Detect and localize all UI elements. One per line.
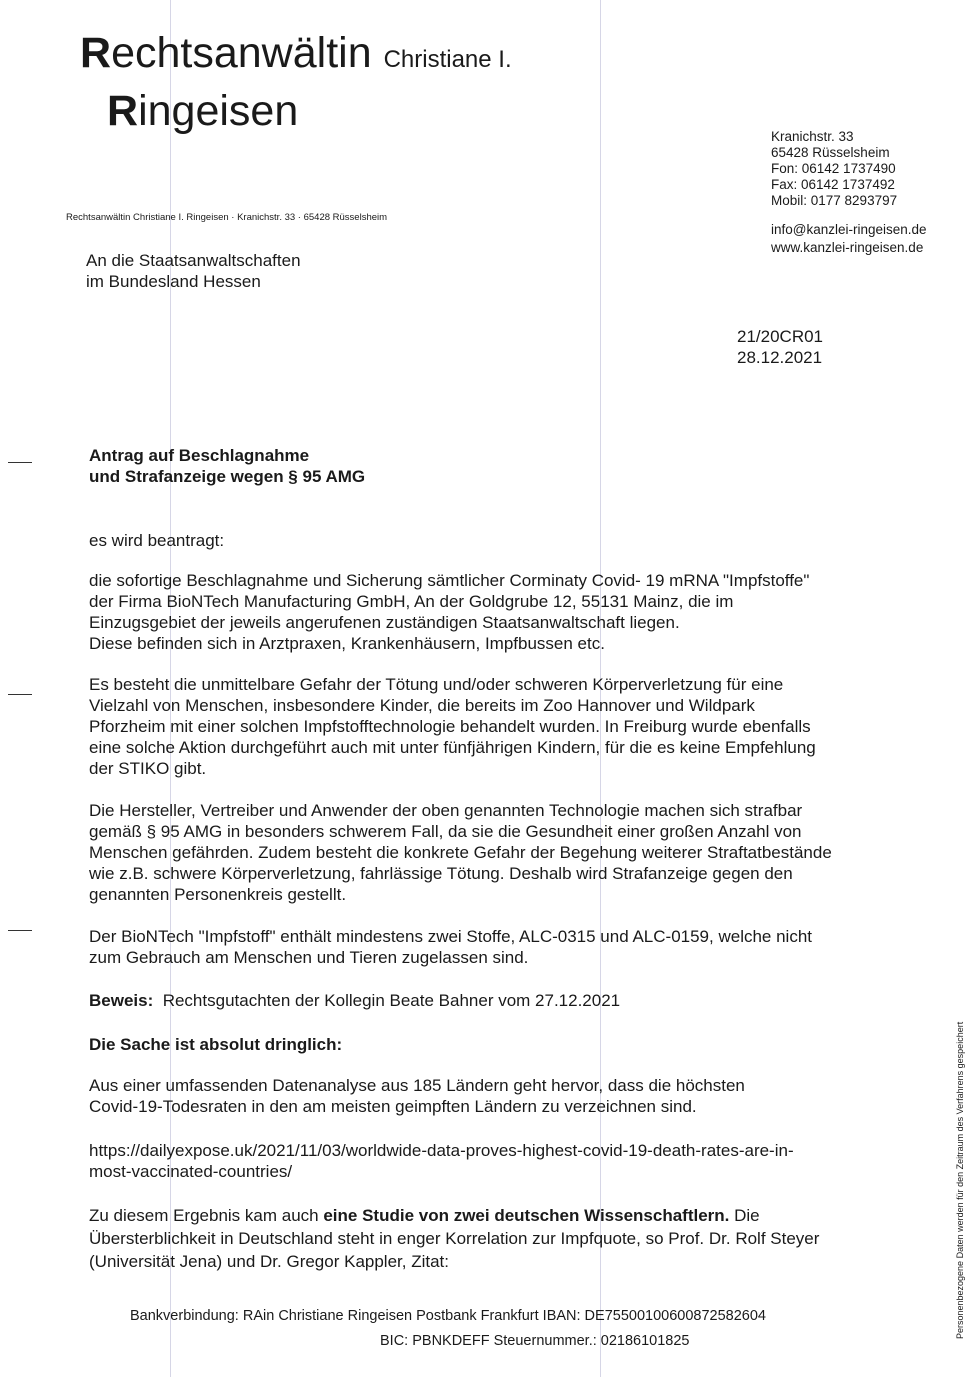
contact-street: Kranichstr. 33	[771, 129, 854, 144]
paragraph-5	[89, 1075, 919, 1117]
text-line: Covid-19-Todesraten in den am meisten geimpften Ländern zu verzeichnen sind.	[89, 1097, 697, 1116]
fold-mark	[8, 694, 32, 695]
text-line: Aus einer umfassenden Datenanalyse aus 185 Ländern geht hervor, dass die höchsten	[89, 1076, 745, 1095]
text-line: Pforzheim mit einer solchen Impfstofftechnologie behandelt wurden. In Freiburg wurde ebenfalls	[89, 717, 811, 736]
contact-email: info@kanzlei-ringeisen.de	[771, 222, 927, 237]
letterhead-line-2	[107, 87, 299, 135]
text-line: (Universität Jena) und Dr. Gregor Kappler, Zitat:	[89, 1252, 449, 1271]
contact-city: 65428 Rüsselsheim	[771, 145, 890, 160]
text-line: es wird beantragt:	[89, 531, 225, 550]
subject-line: Antrag auf Beschlagnahme	[89, 446, 310, 465]
paragraph-4	[89, 926, 919, 968]
reference-number: 21/20CR01	[737, 327, 824, 346]
text-line: Diese befinden sich in Arztpraxen, Krankenhäusern, Impfbussen etc.	[89, 634, 605, 653]
text-line: Es besteht die unmittelbare Gefahr der Tötung und/oder schweren Körperverletzung für eine	[89, 675, 784, 694]
sender-line: Rechtsanwältin Christiane I. Ringeisen · Kranichstr. 33 · 65428 Rüsselsheim	[66, 212, 388, 223]
paragraph-2	[89, 674, 919, 779]
paragraph-1	[89, 570, 919, 654]
urgent-heading	[89, 1034, 919, 1055]
evidence-text: Rechtsgutachten der Kollegin Beate Bahner vom 27.12.2021	[162, 991, 621, 1010]
paragraph-3	[89, 800, 919, 905]
text-line: gemäß § 95 AMG in besonders schwerem Fall, da sie die Gesundheit einer großen Anzahl von	[89, 822, 802, 841]
text-line: Vielzahl von Menschen, insbesondere Kinder, die bereits im Zoo Hannover und Wildpark	[89, 696, 755, 715]
contact-web-block	[771, 221, 927, 257]
text-span: Die	[729, 1206, 760, 1225]
text-line: Übersterblichkeit in Deutschland steht in enger Korrelation zur Impfquote, so Prof. Dr. Rolf Steyer	[89, 1229, 820, 1248]
source-url	[89, 1140, 919, 1182]
letterhead-title: echtsanwältin	[111, 29, 372, 77]
letterhead-line-1	[80, 29, 512, 77]
fold-mark	[8, 930, 32, 931]
letterhead-surname: ingeisen	[138, 87, 299, 135]
letter-date: 28.12.2021	[737, 348, 823, 367]
evidence-label: Beweis:	[89, 991, 154, 1010]
contact-phone: Fon: 06142 1737490	[771, 161, 896, 176]
recipient-line: An die Staatsanwaltschaften	[86, 251, 301, 270]
evidence-line	[89, 990, 919, 1011]
contact-fax: Fax: 06142 1737492	[771, 177, 895, 192]
text-line: Die Sache ist absolut dringlich:	[89, 1035, 343, 1054]
letterhead-initial: R	[107, 87, 139, 135]
text-line: Menschen gefährden. Zudem besteht die konkrete Gefahr der Begehung weiterer Straftatbestände	[89, 843, 832, 862]
text-line: Der BioNTech "Impfstoff" enthält mindestens zwei Stoffe, ALC-0315 und ALC-0159, welche nicht	[89, 927, 813, 946]
footer-bic-line: BIC: PBNKDEFF Steuernummer.: 02186101825	[380, 1333, 690, 1349]
side-note: Personenbezogene Daten werden für den Zeitraum des Verfahrens gespeichert	[955, 1021, 965, 1339]
url-line: https://dailyexpose.uk/2021/11/03/worldwide-data-proves-highest-covid-19-death-rates-are-in-	[89, 1141, 794, 1160]
contact-website: www.kanzlei-ringeisen.de	[771, 240, 924, 255]
reference-block	[737, 326, 823, 368]
letterhead-initial: R	[80, 29, 112, 77]
subject	[89, 445, 365, 487]
subject-line: und Strafanzeige wegen § 95 AMG	[89, 467, 366, 486]
paragraph-6	[89, 1204, 919, 1273]
text-line: Die Hersteller, Vertreiber und Anwender der oben genannten Technologie machen sich strafbar	[89, 801, 803, 820]
text-line: genannten Personenkreis gestellt.	[89, 885, 347, 904]
text-line: die sofortige Beschlagnahme und Sicherung sämtlicher Corminaty Covid- 19 mRNA "Impfstoffe"	[89, 571, 810, 590]
text-line: Einzugsgebiet der jeweils angerufenen zuständigen Staatsanwaltschaft liegen.	[89, 613, 680, 632]
text-span: Zu diesem Ergebnis kam auch	[89, 1206, 324, 1225]
text-line: der STIKO gibt.	[89, 759, 207, 778]
text-line: der Firma BioNTech Manufacturing GmbH, An der Goldgrube 12, 55131 Mainz, die im	[89, 592, 734, 611]
text-line: zum Gebrauch am Menschen und Tieren zugelassen sind.	[89, 948, 529, 967]
letterhead-first-names: Christiane I.	[383, 46, 512, 73]
fold-mark	[8, 462, 32, 463]
footer-bank-line: Bankverbindung: RAin Christiane Ringeisen Postbank Frankfurt IBAN: DE75500100600872582604	[130, 1308, 766, 1324]
contact-mobile: Mobil: 0177 8293797	[771, 193, 898, 208]
url-line: most-vaccinated-countries/	[89, 1162, 293, 1181]
text-span-bold: eine Studie von zwei deutschen Wissenschaftlern.	[323, 1206, 730, 1225]
text-line: wie z.B. schwere Körperverletzung, fahrlässige Tötung. Deshalb wird Strafanzeige gegen den	[89, 864, 793, 883]
text-line: eine solche Aktion durchgeführt auch mit unter fünfjährigen Kindern, für die es keine Empfehlung	[89, 738, 816, 757]
intro-paragraph	[89, 530, 919, 551]
recipient-line: im Bundesland Hessen	[86, 272, 261, 291]
recipient-address	[86, 250, 301, 292]
contact-block	[771, 129, 897, 209]
